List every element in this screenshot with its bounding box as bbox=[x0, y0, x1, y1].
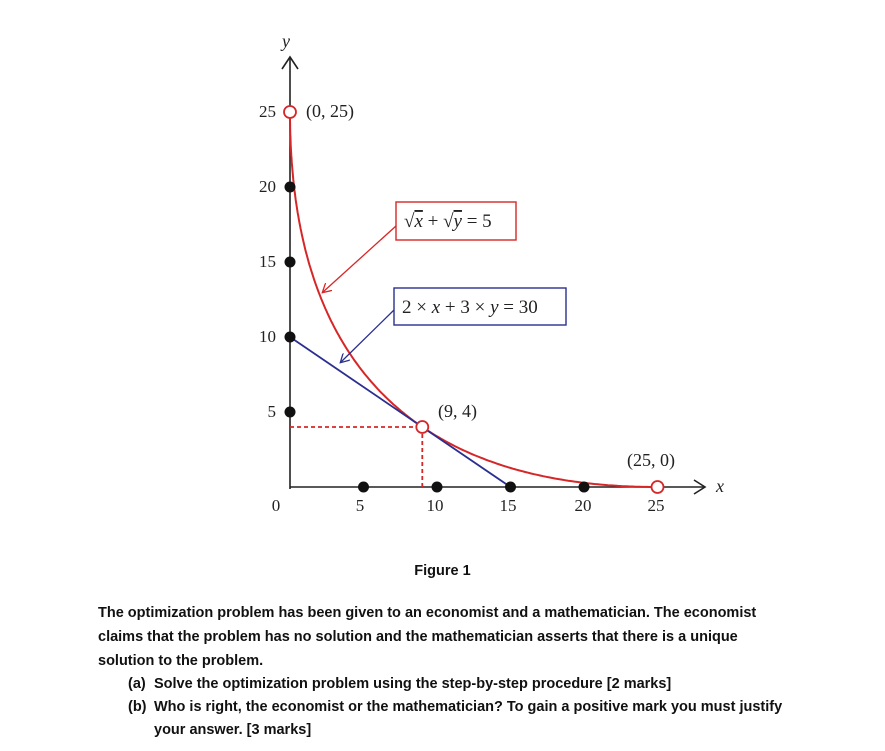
y-axis-point bbox=[285, 332, 296, 343]
budget-line bbox=[290, 337, 511, 487]
question-text: Solve the optimization problem using the step-by-step procedure [2 marks] bbox=[154, 676, 672, 692]
x-tick-label: 25 bbox=[647, 496, 665, 515]
question-a bbox=[128, 673, 808, 696]
x-axis-point bbox=[358, 482, 369, 493]
point-label: (9, 4) bbox=[438, 401, 477, 421]
equation-label-budget: 2 × x + 3 × y = 30 bbox=[402, 297, 538, 318]
question-label: (b) bbox=[128, 699, 147, 715]
x-axis-point bbox=[579, 482, 590, 493]
question-b bbox=[128, 696, 808, 742]
problem-paragraph: The optimization problem has been given to an economist and a mathematician. The economist claims that the problem has no solution and the mathematician asserts that there is a unique solution to the problem. bbox=[98, 605, 757, 669]
y-axis-point bbox=[285, 407, 296, 418]
x-axis-point bbox=[505, 482, 516, 493]
y-tick-label: 10 bbox=[259, 327, 276, 346]
open-point-25-0 bbox=[652, 481, 664, 493]
curve-pointer-arrow bbox=[323, 226, 396, 292]
question-label: (a) bbox=[128, 676, 146, 692]
y-axis-label: y bbox=[282, 31, 290, 51]
x-tick-label: 15 bbox=[499, 496, 517, 515]
point-label: (25, 0) bbox=[627, 450, 675, 470]
x-tick-label: 20 bbox=[574, 496, 592, 515]
open-point-0-25 bbox=[284, 106, 296, 118]
y-tick-label: 15 bbox=[259, 252, 276, 271]
y-tick-label: 25 bbox=[259, 102, 276, 121]
point-label: (0, 25) bbox=[306, 101, 354, 121]
question-text: Who is right, the economist or the mathematician? To gain a positive mark you must justify your answer. [3 marks] bbox=[154, 699, 783, 738]
y-axis-point bbox=[285, 182, 296, 193]
x-axis-label: x bbox=[716, 476, 724, 496]
y-tick-label: 5 bbox=[267, 402, 276, 421]
x-tick-label: 5 bbox=[355, 496, 365, 515]
y-tick-label: 20 bbox=[259, 177, 276, 196]
budget-pointer-arrow bbox=[341, 310, 394, 362]
y-axis-point bbox=[285, 257, 296, 268]
equation-label-curve: √x + √y = 5 bbox=[404, 211, 492, 232]
open-point-9-4 bbox=[416, 421, 428, 433]
x-axis-point bbox=[432, 482, 443, 493]
x-tick-label: 0 bbox=[271, 496, 281, 515]
x-tick-label: 10 bbox=[426, 496, 444, 515]
figure-caption: Figure 1 bbox=[414, 563, 471, 579]
